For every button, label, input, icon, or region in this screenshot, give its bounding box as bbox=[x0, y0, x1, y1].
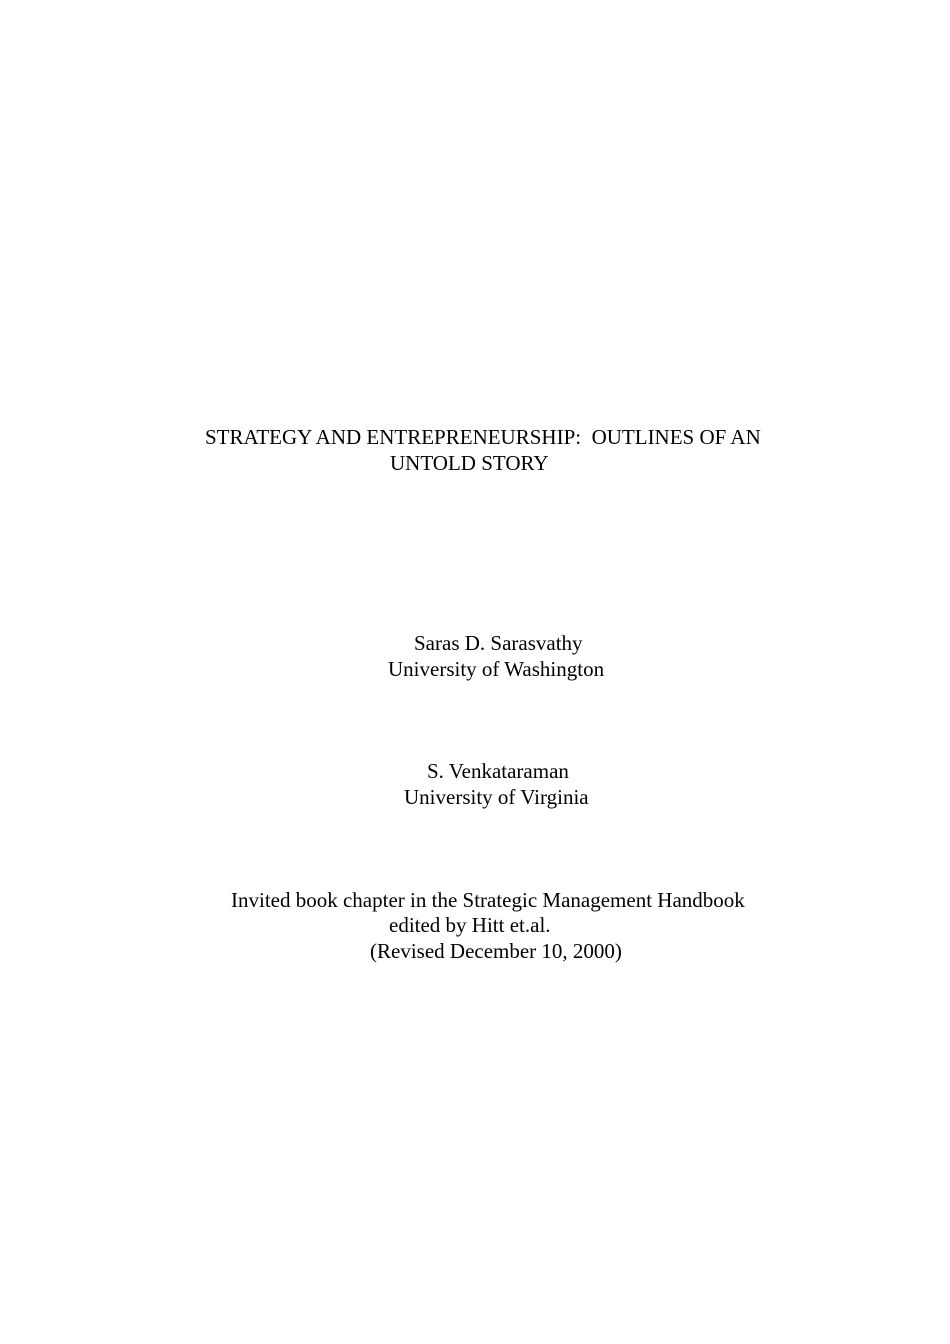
title-line-2: UNTOLD STORY bbox=[390, 451, 549, 475]
author-2-name: S. Venkataraman bbox=[427, 759, 569, 783]
publication-note-line-1: Invited book chapter in the Strategic Management Handbook bbox=[231, 888, 745, 912]
author-2-affiliation: University of Virginia bbox=[404, 785, 589, 809]
author-1-name: Saras D. Sarasvathy bbox=[414, 631, 583, 655]
title-line-1: STRATEGY AND ENTREPRENEURSHIP: OUTLINES OF AN bbox=[205, 425, 761, 449]
publication-note-line-2: edited by Hitt et.al. bbox=[389, 913, 551, 937]
revision-date: (Revised December 10, 2000) bbox=[370, 939, 622, 963]
author-1-affiliation: University of Washington bbox=[388, 657, 605, 681]
